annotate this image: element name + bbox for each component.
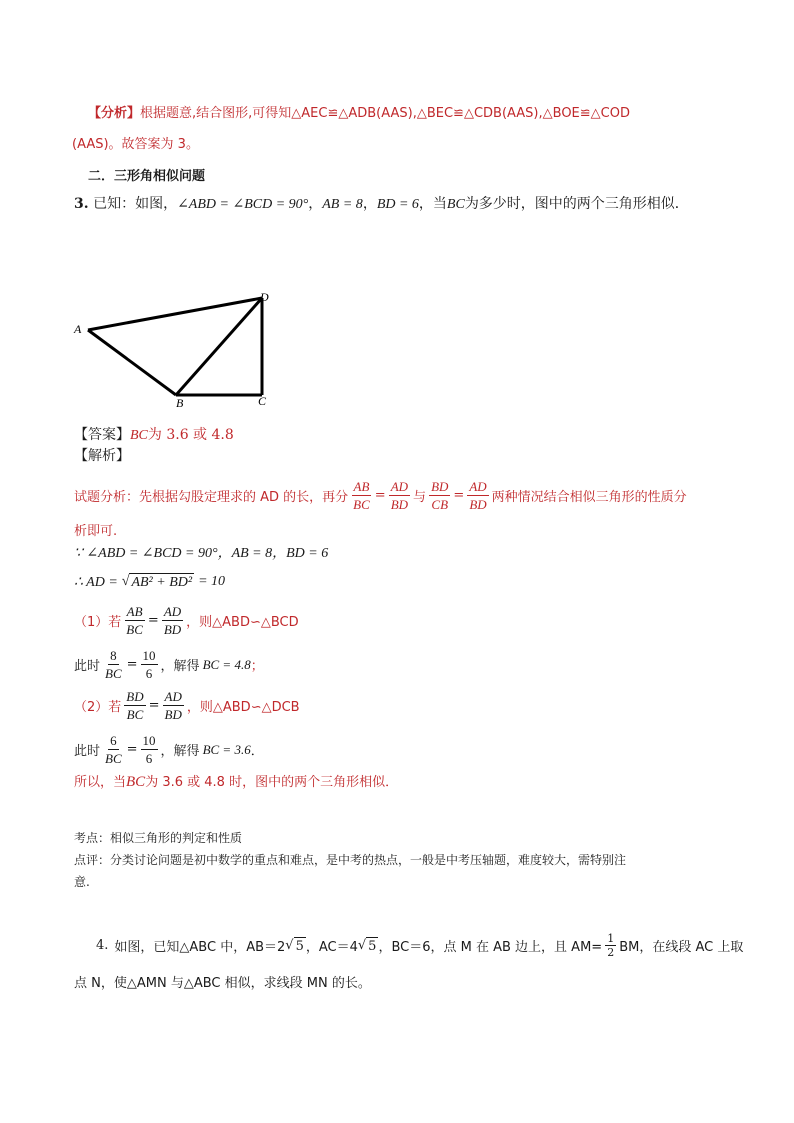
therefore-text: ∴ AD =: [74, 574, 118, 590]
analysis-text: 根据题意,结合图形,可得知△AEC≌△ADB(AAS),△BEC≌△CDB(AAS),△BOE≌△COD: [140, 106, 630, 121]
therefore-line: [74, 573, 225, 591]
case-text: （2）若: [74, 700, 122, 715]
therefore-result: = 10: [198, 574, 226, 589]
equals-sign: =: [147, 613, 159, 628]
fraction-denominator: BD: [164, 707, 182, 722]
question-text: ，BC＝6，点 M 在 AB 边上，且 AM=: [378, 940, 603, 955]
condition-ab: AB = 8: [322, 197, 363, 212]
fraction-numerator: AD: [164, 689, 182, 704]
case-text: ，则△ABD∽△DCB: [186, 700, 300, 715]
question-3: [74, 193, 689, 213]
kaodian: 考点：相似三角形的判定和性质: [74, 831, 243, 845]
hint-text: 与: [413, 490, 427, 505]
because-line: ∵ ∠ABD = ∠BCD = 90°，AB = 8，BD = 6: [74, 546, 329, 561]
fraction-numerator: AD: [163, 604, 182, 619]
vertex-label-a: A: [74, 322, 82, 336]
question-text: ，AC＝4: [305, 940, 358, 955]
fraction-denominator: BC: [126, 707, 144, 722]
answer-value: 为 3.6 或 4.8: [147, 427, 234, 443]
case-2-solve-line: [74, 732, 264, 767]
analysis-line-1: [88, 102, 630, 121]
fraction-denominator: BC: [353, 497, 370, 512]
case-text: ．: [250, 744, 264, 759]
fraction: [605, 932, 616, 959]
fraction-denominator: 6: [145, 751, 153, 766]
question-number: 3.: [74, 196, 89, 212]
hint-text: 两种情况结合相似三角形的性质分: [491, 490, 687, 505]
fraction-numerator: AD: [469, 479, 487, 494]
fraction: [124, 603, 145, 638]
fraction-numerator: 10: [142, 648, 156, 663]
question-text: BM，在线段 AC 上取: [619, 940, 744, 955]
case-text: （1）若: [74, 615, 122, 630]
fraction-numerator: 6: [110, 733, 117, 748]
fraction-denominator: 2: [607, 946, 615, 959]
case-text: 此时: [74, 659, 101, 674]
fraction: [429, 478, 450, 513]
conclusion-line: [74, 771, 398, 791]
fraction-denominator: BC: [126, 622, 143, 637]
answer-tag: 【答案】: [74, 427, 130, 443]
hint-line-2: 析即可.: [74, 524, 118, 539]
separator: ，: [308, 196, 323, 212]
triangle-figure: [70, 285, 280, 410]
fraction: [163, 688, 184, 723]
fraction: [467, 478, 488, 513]
question-text: 已知：如图，: [93, 196, 178, 212]
condition-bd: BD = 6: [376, 197, 419, 212]
sqrt-icon: √: [357, 938, 367, 953]
case-result: BC = 4.8: [202, 656, 251, 672]
radicand: 5: [368, 938, 377, 954]
conclusion-variable: BC: [126, 774, 146, 790]
case-2-line: [74, 688, 300, 723]
fraction-numerator: AB: [126, 604, 143, 619]
sqrt-icon: √: [285, 938, 294, 953]
answer-line: [74, 424, 234, 444]
equals-sign: =: [453, 488, 465, 503]
case-text: ；: [250, 659, 264, 674]
hint-text: 试题分析：先根据勾股定理求的 AD 的长，再分: [74, 490, 349, 505]
fraction-denominator: BC: [105, 751, 122, 766]
fraction: [103, 732, 124, 767]
variable-bc: BC: [446, 197, 465, 212]
fraction-numerator: 1: [607, 932, 615, 945]
vertex-label-d: D: [260, 290, 269, 304]
case-text: ，解得: [160, 659, 200, 674]
fraction-denominator: CB: [431, 497, 449, 512]
segment-ab: [88, 330, 176, 395]
fraction: [162, 603, 183, 638]
case-1-solve-line: [74, 647, 264, 682]
fraction: [351, 478, 372, 513]
condition-angle: ∠ABD = ∠BCD = 90°: [177, 197, 309, 212]
conclusion-text: 为 3.6 或 4.8 时，图中的两个三角形相似．: [145, 775, 399, 790]
section-title: 二．三形角相似问题: [88, 169, 206, 184]
question-number: 4.: [96, 938, 109, 953]
fraction: [389, 478, 410, 513]
case-text: 此时: [74, 744, 101, 759]
fraction-denominator: BC: [105, 666, 122, 681]
equals-sign: =: [374, 488, 386, 503]
question-text: ，当: [418, 196, 447, 212]
fraction: [141, 732, 158, 767]
fraction-numerator: 8: [110, 648, 117, 663]
equals-sign: =: [126, 657, 138, 672]
analysis-line-2: (AAS)。故答案为 3。: [72, 137, 199, 152]
conclusion-text: 所以，当: [74, 775, 127, 790]
separator: ，: [362, 196, 377, 212]
fraction: [103, 647, 124, 682]
fraction-denominator: BD: [163, 622, 182, 637]
radicand: 5: [295, 938, 304, 954]
fraction-numerator: AB: [353, 479, 370, 494]
case-text: ，解得: [160, 744, 200, 759]
question-text: 如图，已知△ABC 中，AB＝2: [114, 940, 286, 955]
dianping-line-2: 意.: [74, 875, 90, 889]
fraction-numerator: 10: [142, 733, 156, 748]
equals-sign: =: [126, 742, 138, 757]
vertex-label-b: B: [176, 396, 184, 410]
fraction-denominator: 6: [145, 666, 153, 681]
answer-variable: BC: [130, 428, 148, 443]
dianping-line-1: 点评：分类讨论问题是初中数学的重点和难点，是中考的热点，一般是中考压轴题，难度较大，需特别注: [74, 853, 627, 867]
fraction-numerator: AD: [390, 479, 409, 494]
question-text: 为多少时，图中的两个三角形相似．: [464, 196, 689, 212]
radicand: AB² + BD²: [131, 575, 193, 590]
fraction: [124, 688, 145, 723]
case-result: BC = 3.6: [202, 741, 251, 757]
question-4-line-1: [96, 932, 743, 959]
vertex-label-c: C: [258, 394, 267, 408]
fraction-denominator: BD: [469, 497, 487, 512]
analysis-tag: 【分析】: [88, 106, 141, 121]
hint-line-1: [74, 478, 687, 513]
fraction-denominator: BD: [390, 497, 409, 512]
fraction-numerator: BD: [126, 689, 144, 704]
fraction: [141, 647, 158, 682]
question-4-line-2: 点 N，使△AMN 与△ABC 相似，求线段 MN 的长。: [74, 976, 371, 991]
case-text: ，则△ABD∽△BCD: [186, 615, 299, 630]
fraction-numerator: BD: [431, 479, 449, 494]
equals-sign: =: [148, 698, 160, 713]
case-1-line: [74, 603, 299, 638]
solution-tag: 【解析】: [74, 448, 130, 464]
sqrt-icon: √: [121, 574, 130, 589]
